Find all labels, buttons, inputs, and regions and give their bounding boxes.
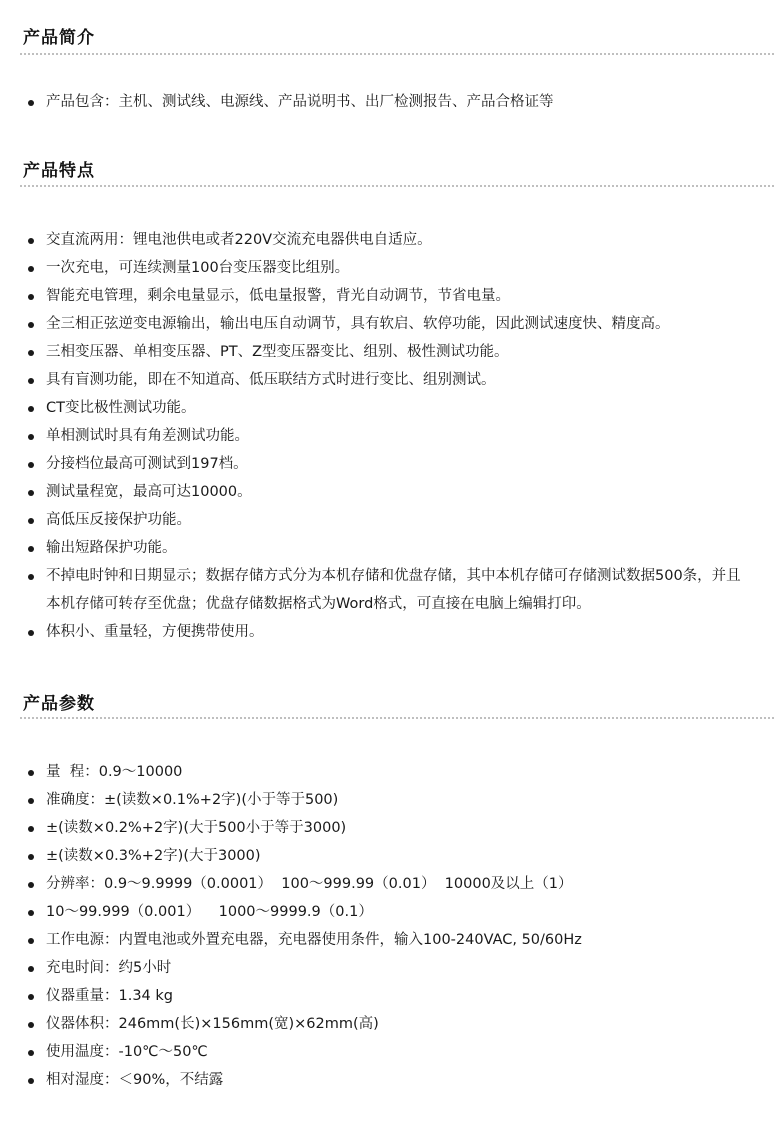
list-item: 仪器体积：246mm(长)×156mm(宽)×62mm(高) <box>0 1010 776 1038</box>
list-item: 智能充电管理，剩余电量显示，低电量报警，背光自动调节，节省电量。 <box>0 282 776 310</box>
list-item: 使用温度：-10℃～50℃ <box>0 1038 776 1066</box>
list-item: 量 程：0.9～10000 <box>0 758 776 786</box>
list-item: 充电时间：约5小时 <box>0 954 776 982</box>
list-item: 全三相正弦逆变电源输出，输出电压自动调节，具有软启、软停功能，因此测试速度快、精度高。 <box>0 310 776 338</box>
list-item: 不掉电时钟和日期显示；数据存储方式分为本机存储和优盘存储，其中本机存储可存储测试数据500条，并且本机存储可转存至优盘；优盘存储数据格式为Word格式，可直接在电脑上编辑打印。 <box>0 562 776 618</box>
section-divider-specs <box>20 717 774 719</box>
list-item: 产品包含：主机、测试线、电源线、产品说明书、出厂检测报告、产品合格证等 <box>0 88 776 116</box>
features-list <box>0 226 776 646</box>
list-item: 仪器重量：1.34 kg <box>0 982 776 1010</box>
list-item: 单相测试时具有角差测试功能。 <box>0 422 776 450</box>
intro-list <box>0 88 776 116</box>
specs-list <box>0 758 776 1094</box>
list-item: 测试量程宽，最高可达10000。 <box>0 478 776 506</box>
list-item: 体积小、重量轻，方便携带使用。 <box>0 618 776 646</box>
list-item: ±(读数×0.2%+2字)(大于500小于等于3000) <box>0 814 776 842</box>
section-title-specs: 产品参数 <box>23 694 95 714</box>
section-divider-intro <box>20 53 774 55</box>
list-item: 相对湿度：＜90%，不结露 <box>0 1066 776 1094</box>
list-item: 分接档位最高可测试到197档。 <box>0 450 776 478</box>
list-item: ±(读数×0.3%+2字)(大于3000) <box>0 842 776 870</box>
list-item: 一次充电，可连续测量100台变压器变比组别。 <box>0 254 776 282</box>
list-item: 准确度：±(读数×0.1%+2字)(小于等于500) <box>0 786 776 814</box>
list-item: 输出短路保护功能。 <box>0 534 776 562</box>
list-item: 高低压反接保护功能。 <box>0 506 776 534</box>
list-item: 10～99.999（0.001） 1000～9999.9（0.1） <box>0 898 776 926</box>
section-title-features: 产品特点 <box>23 161 95 181</box>
section-divider-features <box>20 185 774 187</box>
list-item: 分辨率：0.9～9.9999（0.0001） 100～999.99（0.01） 10000及以上（1） <box>0 870 776 898</box>
section-title-intro: 产品简介 <box>23 28 95 48</box>
list-item: 具有盲测功能，即在不知道高、低压联结方式时进行变比、组别测试。 <box>0 366 776 394</box>
list-item: 三相变压器、单相变压器、PT、Z型变压器变比、组别、极性测试功能。 <box>0 338 776 366</box>
list-item: 交直流两用：锂电池供电或者220V交流充电器供电自适应。 <box>0 226 776 254</box>
list-item: 工作电源：内置电池或外置充电器，充电器使用条件，输入100-240VAC, 50/60Hz <box>0 926 776 954</box>
list-item: CT变比极性测试功能。 <box>0 394 776 422</box>
